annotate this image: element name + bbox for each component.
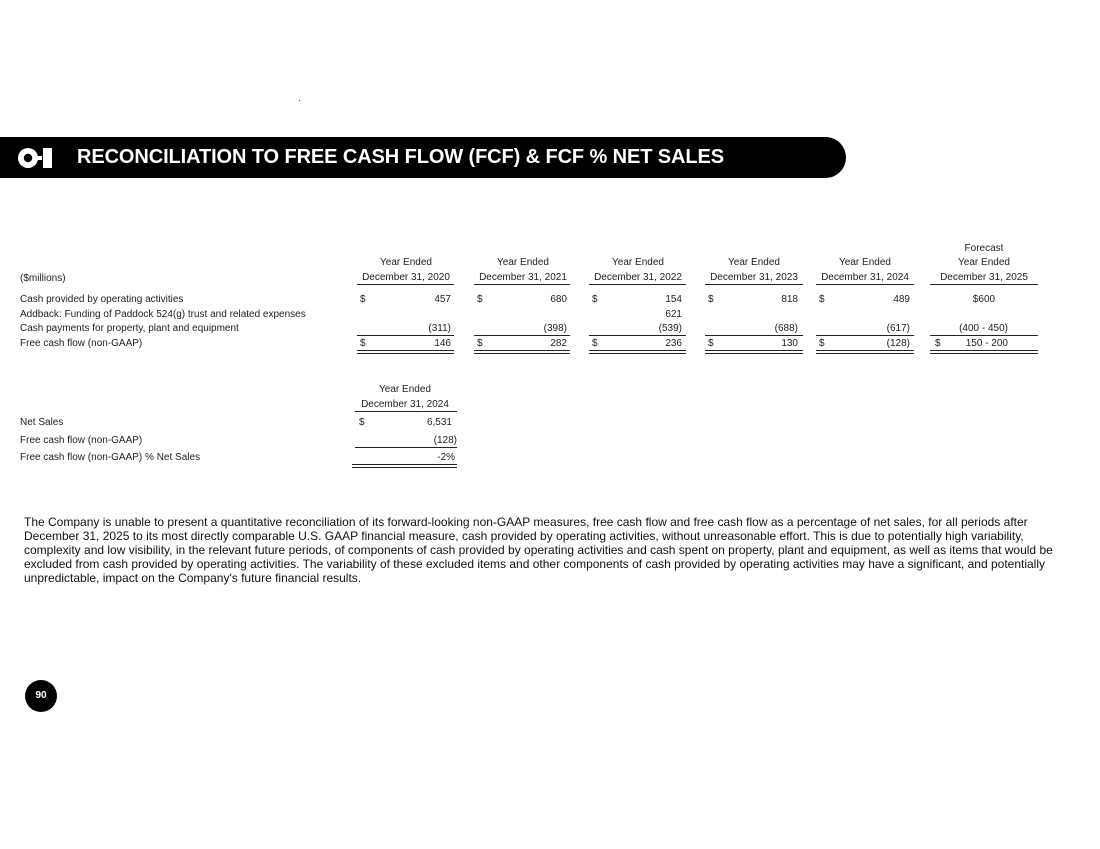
row-label: Free cash flow (non-GAAP) bbox=[20, 435, 143, 446]
title-banner bbox=[0, 137, 846, 178]
cell-value: 457 bbox=[434, 294, 451, 305]
column-header-line2: December 31, 2021 bbox=[479, 272, 567, 283]
header-rule bbox=[589, 284, 686, 285]
forecast-label: Forecast bbox=[964, 243, 1004, 254]
column-header-line2: December 31, 2025 bbox=[940, 272, 1028, 283]
cell-value: 489 bbox=[893, 294, 910, 305]
column-header-line2: December 31, 2024 bbox=[821, 272, 909, 283]
currency-symbol: $ bbox=[708, 338, 714, 349]
header-rule bbox=[816, 284, 914, 285]
currency-symbol: $ bbox=[477, 338, 483, 349]
page-title: RECONCILIATION TO FREE CASH FLOW (FCF) & FCF % NET SALES bbox=[77, 146, 724, 168]
header-rule bbox=[930, 284, 1038, 285]
subtotal-rule bbox=[474, 335, 570, 336]
subtotal-rule bbox=[930, 335, 1038, 336]
total-rule bbox=[930, 353, 1038, 354]
cell-value: $600 bbox=[972, 294, 996, 305]
column-header-line1: Year Ended bbox=[612, 257, 664, 268]
total-rule bbox=[816, 350, 914, 351]
cell-value: 150 - 200 bbox=[965, 338, 1008, 349]
total-rule bbox=[352, 464, 457, 465]
cell-value: 154 bbox=[665, 294, 682, 305]
currency-symbol: $ bbox=[360, 338, 366, 349]
currency-symbol: $ bbox=[819, 338, 825, 349]
total-rule bbox=[589, 353, 686, 354]
cell-value: 818 bbox=[781, 294, 798, 305]
disclaimer-text: The Company is unable to present a quantitative reconciliation of its forward-looking non-GAAP measures, free cash flow and free cash flow as a percentage of net sales, for all periods after December 31, 2025 to its most directly comparable U.S. GAAP financial measure, cash provided by operating activities, without unreasonable effort. This is due to potentially high variability, complexity and low visibility, in the relevant future periods, of components of cash provided by operating activities and cash spent on property, plant and equipment, as well as items that would be excluded from cash provided by operating activities. The variability of these excluded items and other components of cash provided by operating activities may have a significant, and potentially unpredictable, impact on the Company's future financial results. bbox=[24, 515, 1053, 586]
cell-value: (617) bbox=[886, 323, 910, 334]
column-header-line2: December 31, 2020 bbox=[362, 272, 450, 283]
stray-dot bbox=[299, 100, 300, 101]
header-rule bbox=[474, 284, 570, 285]
currency-symbol: $ bbox=[592, 294, 598, 305]
total-rule bbox=[474, 350, 570, 351]
cell-value: 146 bbox=[434, 338, 451, 349]
cell-value: (688) bbox=[774, 323, 798, 334]
column-header-line1: Year Ended bbox=[958, 257, 1010, 268]
currency-symbol: $ bbox=[819, 294, 825, 305]
header-rule bbox=[705, 284, 803, 285]
row-label: Addback: Funding of Paddock 524(g) trust and related expenses bbox=[20, 309, 306, 320]
total-rule bbox=[352, 467, 457, 468]
currency-symbol: $ bbox=[360, 294, 366, 305]
subtotal-rule bbox=[705, 335, 803, 336]
column-header-line2: December 31, 2023 bbox=[710, 272, 798, 283]
row-label: Cash payments for property, plant and equipment bbox=[20, 323, 239, 334]
total-rule bbox=[474, 353, 570, 354]
subtotal-rule bbox=[355, 447, 457, 448]
cell-value: 282 bbox=[550, 338, 567, 349]
subtotal-rule bbox=[357, 335, 454, 336]
row-label: Net Sales bbox=[20, 417, 64, 428]
cell-value: 130 bbox=[781, 338, 798, 349]
currency-symbol: $ bbox=[708, 294, 714, 305]
total-rule bbox=[930, 350, 1038, 351]
unit-label: ($millions) bbox=[20, 273, 66, 284]
page-number: 90 bbox=[25, 680, 57, 712]
column-header-line1: Year Ended bbox=[379, 384, 431, 395]
currency-symbol: $ bbox=[935, 338, 941, 349]
currency-symbol: $ bbox=[359, 417, 365, 428]
column-header-line1: Year Ended bbox=[380, 257, 432, 268]
cell-value: 236 bbox=[665, 338, 682, 349]
total-rule bbox=[816, 353, 914, 354]
row-label: Free cash flow (non-GAAP) bbox=[20, 338, 143, 349]
header-rule bbox=[355, 411, 457, 412]
currency-symbol: $ bbox=[592, 338, 598, 349]
cell-value: 6,531 bbox=[426, 417, 452, 428]
total-rule bbox=[357, 353, 454, 354]
total-rule bbox=[705, 353, 803, 354]
oi-logo-icon bbox=[17, 146, 57, 170]
subtotal-rule bbox=[589, 335, 686, 336]
cell-value: (539) bbox=[658, 323, 682, 334]
row-label: Free cash flow (non-GAAP) % Net Sales bbox=[20, 452, 201, 463]
cell-value: (128) bbox=[433, 435, 457, 446]
total-rule bbox=[589, 350, 686, 351]
header-rule bbox=[357, 284, 454, 285]
currency-symbol: $ bbox=[477, 294, 483, 305]
subtotal-rule bbox=[816, 335, 914, 336]
column-header-line1: Year Ended bbox=[839, 257, 891, 268]
total-rule bbox=[357, 350, 454, 351]
cell-value: (128) bbox=[886, 338, 910, 349]
cell-value: 621 bbox=[665, 309, 682, 320]
column-header-line2: December 31, 2022 bbox=[594, 272, 682, 283]
total-rule bbox=[705, 350, 803, 351]
cell-value: (398) bbox=[543, 323, 567, 334]
cell-value: -2% bbox=[437, 452, 455, 463]
cell-value: (400 - 450) bbox=[959, 323, 1008, 334]
cell-value: (311) bbox=[428, 323, 451, 334]
cell-value: 680 bbox=[550, 294, 567, 305]
column-header-line1: Year Ended bbox=[728, 257, 780, 268]
row-label: Cash provided by operating activities bbox=[20, 294, 184, 305]
column-header-line1: Year Ended bbox=[497, 257, 549, 268]
column-header-line2: December 31, 2024 bbox=[361, 399, 449, 410]
